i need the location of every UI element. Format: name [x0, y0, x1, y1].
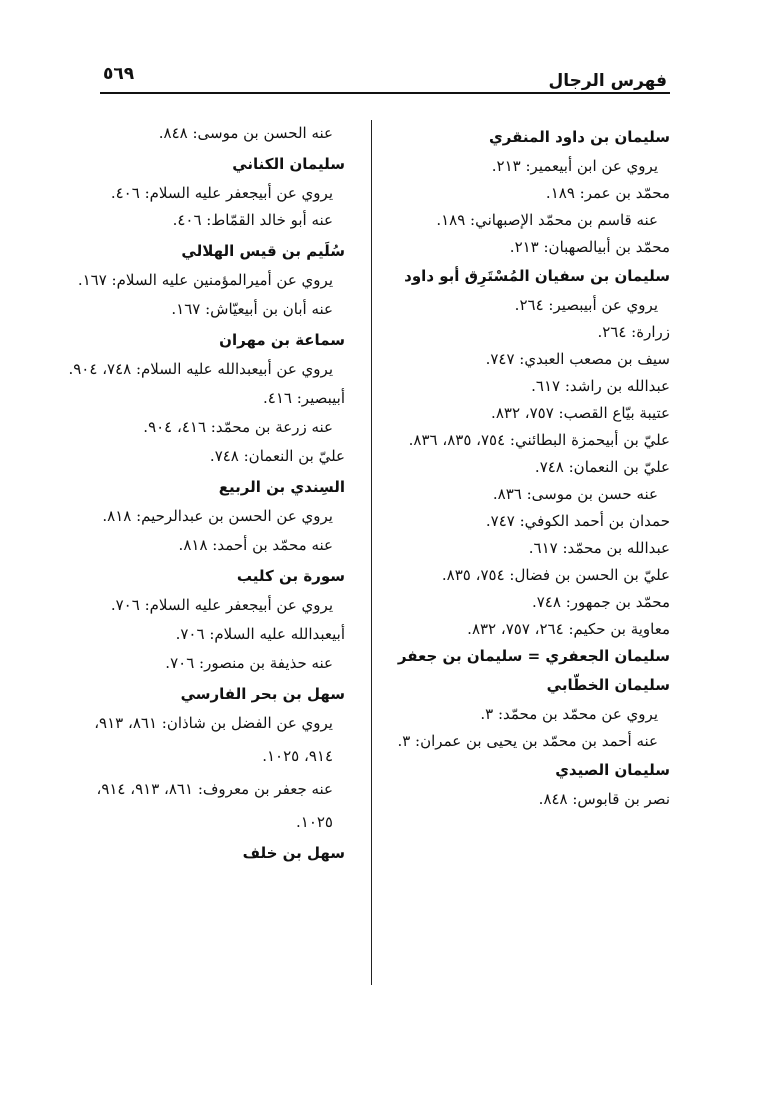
entry-line: يروي عن أبيعبدالله عليه السلام: ٧٤٨، ٩٠٤. [68, 360, 333, 378]
entry-line: يروي عن أبيجعفر عليه السلام: ٤٠٦. [110, 184, 333, 202]
entry-heading: سليمان بن سفيان المُسْتَرِق أبو داود [404, 267, 670, 285]
entry-line: أبيعبدالله عليه السلام: ٧٠٦. [175, 625, 345, 643]
entry-line: عنه زرعة بن محمّد: ٤١٦، ٩٠٤. [143, 418, 333, 436]
entry-heading: سليمان الكناني [232, 155, 345, 173]
entry-heading: السِندي بن الربيع [218, 478, 345, 496]
entry-line: عليّ بن الحسن بن فضال: ٧٥٤، ٨٣٥. [441, 566, 670, 584]
entry-line: عنه محمّد بن أحمد: ٨١٨. [178, 536, 333, 554]
entry-line: عليّ بن النعمان: ٧٤٨. [209, 447, 345, 465]
entry-heading: سورة بن كليب [236, 567, 345, 585]
entry-line: ٩١٤، ١٠٢٥. [262, 747, 333, 765]
left-column [68, 120, 345, 867]
entry-heading: سهل بن خلف [242, 844, 345, 862]
entry-heading: سليمان الخطّابي [546, 676, 670, 694]
entry-line: عبدالله بن محمّد: ٦١٧. [528, 539, 670, 557]
right-column [380, 124, 670, 813]
entry-line: نصر بن قابوس: ٨٤٨. [538, 790, 670, 808]
entry-line: عتيبة بيّاع القصب: ٧٥٧، ٨٣٢. [491, 404, 670, 422]
entry-line: أبيبصير: ٤١٦. [263, 389, 345, 407]
entry-line: عنه أحمد بن محمّد بن يحيى بن عمران: ٣. [397, 732, 658, 750]
entry-line: عنه حسن بن موسى: ٨٣٦. [492, 485, 658, 503]
entry-line: عليّ بن النعمان: ٧٤٨. [534, 458, 670, 476]
entry-heading: سماعة بن مهران [219, 331, 345, 349]
entry-line: محمّد بن أبيالصهبان: ٢١٣. [509, 238, 670, 256]
entry-line: يروي عن أبيجعفر عليه السلام: ٧٠٦. [110, 596, 333, 614]
entry-line: ١٠٢٥. [295, 813, 333, 831]
entry-line: عبدالله بن راشد: ٦١٧. [531, 377, 670, 395]
entry-heading: سهل بن بحر الفارسي [180, 685, 345, 703]
entry-line: يروي عن أبيبصير: ٢٦٤. [514, 296, 658, 314]
entry-line: زرارة: ٢٦٤. [597, 323, 670, 341]
entry-line: عنه أبو خالد القمّاط: ٤٠٦. [172, 211, 333, 229]
entry-line: حمدان بن أحمد الكوفي: ٧٤٧. [485, 512, 670, 530]
entry-line: معاوية بن حكيم: ٢٦٤، ٧٥٧، ٨٣٢. [467, 620, 670, 638]
entry-line: عليّ بن أبيحمزة البطائني: ٧٥٤، ٨٣٥، ٨٣٦. [408, 431, 670, 449]
entry-heading: سُلَيم بن قيس الهلالي [181, 242, 345, 260]
entry-line: محمّد بن جمهور: ٧٤٨. [531, 593, 670, 611]
entry-line: يروي عن محمّد بن محمّد: ٣. [480, 705, 658, 723]
page-number: ٥٦٩ [103, 64, 135, 84]
entry-heading: سليمان الصيدي [555, 761, 670, 779]
entry-line: يروي عن الفضل بن شاذان: ٨٦١، ٩١٣، [94, 714, 333, 732]
entry-line: عنه أبان بن أبيعيّاش: ١٦٧. [171, 300, 333, 318]
entry-heading: سليمان بن داود المنقري [489, 128, 670, 146]
entry-line: عنه جعفر بن معروف: ٨٦١، ٩١٣، ٩١٤، [96, 780, 333, 798]
column-divider [371, 120, 372, 985]
header-rule [100, 92, 670, 94]
entry-line: عنه قاسم بن محمّد الإصبهاني: ١٨٩. [436, 211, 658, 229]
running-header-title: فهرس الرجال [548, 71, 667, 91]
entry-line: عنه حذيفة بن منصور: ٧٠٦. [165, 654, 333, 672]
entry-heading: سليمان الجعفري = سليمان بن جعفر [397, 647, 670, 665]
entry-line: يروي عن أميرالمؤمنين عليه السلام: ١٦٧. [77, 271, 333, 289]
entry-line: يروي عن الحسن بن عبدالرحيم: ٨١٨. [102, 507, 333, 525]
entry-line: يروي عن ابن أبيعمير: ٢١٣. [491, 157, 658, 175]
entry-line: محمّد بن عمر: ١٨٩. [545, 184, 670, 202]
entry-line: عنه الحسن بن موسى: ٨٤٨. [158, 124, 333, 142]
entry-line: سيف بن مصعب العبدي: ٧٤٧. [485, 350, 670, 368]
